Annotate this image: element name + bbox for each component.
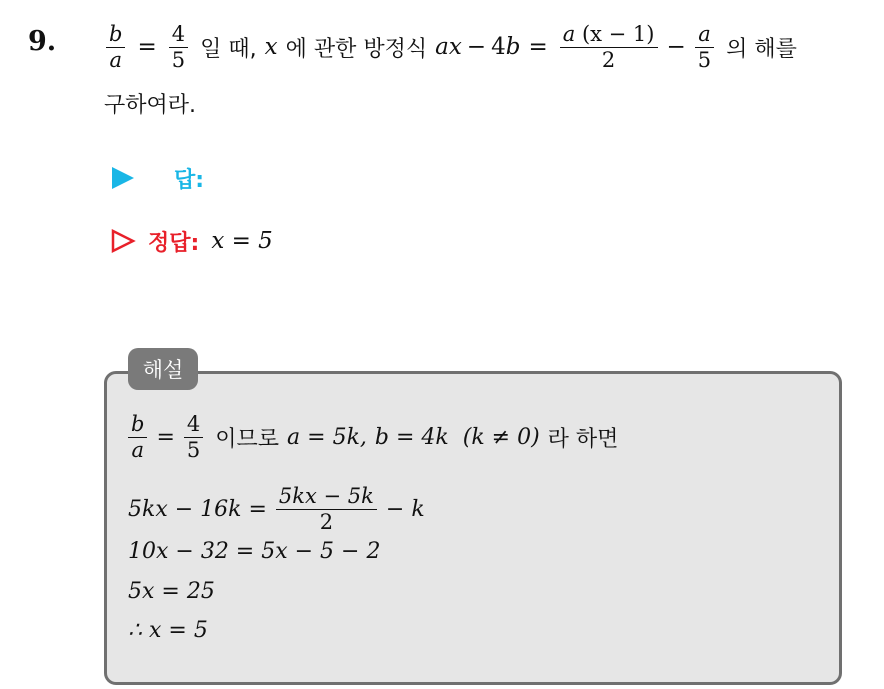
solution-line-4: 5x = 25	[128, 578, 215, 604]
answer-row	[110, 162, 204, 194]
solution-fraction-b-over-a: $\frac{b}{a}$	[128, 412, 147, 461]
solution-line-5: ∴ x = 5	[128, 617, 208, 643]
rhs-minus: −	[666, 34, 686, 60]
solution-line-2-tail: − k	[385, 496, 425, 522]
solution-line-2-fraction: $\frac{5kx - 5k}{2}$	[276, 484, 377, 533]
question-line-1	[102, 14, 797, 80]
outline-triangle-right-icon	[110, 228, 140, 254]
var-x: x	[264, 34, 278, 60]
filled-triangle-right-icon	[110, 165, 140, 191]
premise-equals: =	[137, 34, 157, 60]
solution-text-let: 라 하면	[547, 426, 619, 452]
answer-label: 답:	[174, 167, 205, 193]
solution-condition: (k ≠ 0)	[462, 424, 540, 450]
question-line-2	[104, 88, 196, 118]
question-number: 9.	[28, 26, 57, 57]
correct-answer-label: 정답:	[148, 230, 200, 256]
text-about-equation: 에 관한 방정식	[285, 36, 428, 62]
text-solution-of: 의 해를	[726, 36, 797, 62]
solution-fraction-4-over-5: $\frac{4}{5}$	[184, 412, 203, 461]
premise-fraction-4-over-5: $\frac{4}{5}$	[169, 22, 188, 71]
eq-lhs-b: b	[505, 34, 521, 60]
solution-line-2	[128, 476, 425, 542]
solution-tab: 해설	[128, 348, 198, 390]
solution-b-value: b = 4k	[374, 424, 449, 450]
eq-lhs-minus: −	[466, 34, 487, 60]
eq-lhs-4: 4	[491, 34, 506, 60]
text-when: 일 때,	[200, 36, 257, 62]
premise-fraction-b-over-a: $\frac{b}{a}$	[106, 22, 125, 71]
eq-lhs-x: x	[448, 34, 462, 60]
solution-line-1: $\frac{b}{a}$ = $\frac{4}{5}$ 이므로 a = 5k, b = 4k (k ≠ 0) 라 하면	[124, 404, 618, 470]
correct-answer-value: x = 5	[211, 228, 273, 254]
eq-lhs-a: a	[435, 34, 449, 60]
solution-line-3: 10x − 32 = 5x − 5 − 2	[128, 538, 381, 564]
eq-equals: =	[528, 34, 548, 60]
text-find: 구하여라.	[104, 92, 197, 118]
solution-line-2-lhs: 5kx − 16k =	[128, 496, 267, 522]
correct-answer-row	[110, 224, 273, 258]
rhs-fraction-2: $\frac{a}{5}$	[695, 22, 714, 71]
rhs-fraction-1: $\frac{a (x - 1)}{2}$	[560, 22, 658, 71]
solution-text-therefore: 이므로	[215, 426, 280, 452]
solution-a-value: a = 5k,	[287, 424, 367, 450]
